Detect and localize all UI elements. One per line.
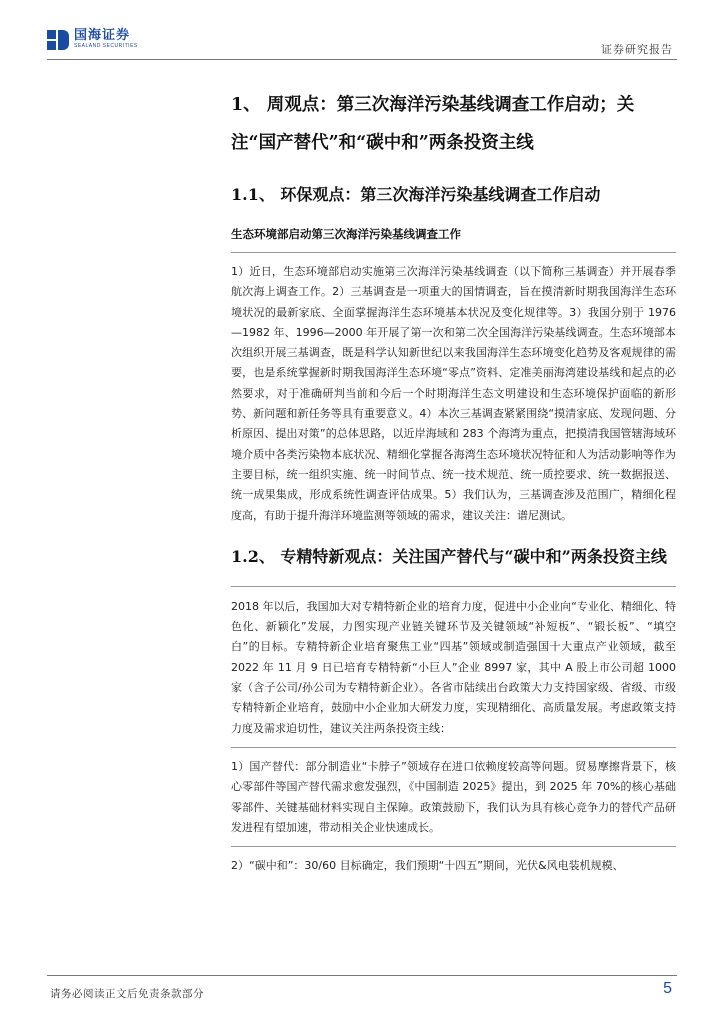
main-content: [231, 80, 676, 876]
company-logo: [47, 29, 138, 50]
subheading-divider: [231, 252, 676, 253]
logo-mark-icon: [47, 30, 69, 50]
paragraph-divider: [231, 846, 676, 847]
logo-name-cn: 国海证券: [74, 28, 131, 43]
report-type-label: 证券研究报告: [601, 43, 673, 56]
page-header: [0, 0, 724, 62]
section-heading-1-1: 1.1、 环保观点：第三次海洋污染基线调查工作启动: [231, 185, 601, 204]
footer-divider: [47, 975, 677, 976]
subheading-1-1: 生态环境部启动第三次海洋污染基线调查工作: [231, 227, 461, 241]
page-number: 5: [663, 980, 672, 997]
paragraph-1-1: 1）近日，生态环境部启动实施第三次海洋污染基线调查（以下简称三基调查）并开展春季航次海上调查工作。2）三基调查是一项重大的国情调查，旨在摸清新时期我国海洋生态环境状况的最新家底、全面掌握海洋生态环境基本状况及变化规律等。3）我国分别于 1976—1982 年、1996—2000 年开展了第一次和第二次全国海洋污染基线调查。生态环境部本次组织开展三基调查，既是科学认知新世纪以来我国海洋生态环境变化趋势及客观规律的需要，也是系统掌握新时期我国海洋生态环境“零点”资料、定准美丽海湾建设基线和起点的必然要求，对于准确研判当前和今后一个时期海洋生态文明建设和生态环境保护面临的新形势、新问题和新任务等具有重要意义。4）本次三基调查紧紧围绕“摸清家底、发现问题、分析原因、提出对策”的总体思路，以近岸海域和 283 个海湾为重点，把摸清我国管辖海域环境介质中各类污染物本底状况、精细化掌握各海湾生态环境状况特征和人为活动影响等作为主要目标，统一组织实施、统一时间节点、统一技术规范、统一质控要求、统一数据报送、统一成果集成，形成系统性调查评估成果。5）我们认为，三基调查涉及范围广，精细化程度高，有助于提升海洋环境监测等领域的需求，建议关注：谱尼测试。: [231, 265, 676, 522]
paragraph-1-2-item-1: 1）国产替代：部分制造业“卡脖子”领域存在进口依赖度较高等问题。贸易摩擦背景下，核心零部件等国产替代需求愈发强烈，《中国制造 2025》提出，到 2025 年 70%的核心基础零部件、关键基础材料实现自主保障。政策鼓励下，我们认为具有核心竞争力的替代产品研发进程有望加速，带动相关企业快速成长。: [231, 759, 676, 834]
section-heading-1: 1、 周观点：第三次海洋污染基线调查工作启动；关注“国产替代”和“碳中和”两条投资主线: [231, 95, 635, 153]
paragraph-divider: [231, 747, 676, 748]
logo-name-en: SEALAND SECURITIES: [74, 43, 138, 49]
paragraph-1-2: 2018 年以后，我国加大对专精特新企业的培育力度，促进中小企业向“专业化、精细化、特色化、新颖化”发展，力图实现产业链关键环节及关键领域“补短板”、“锻长板”、“填空白”的目标。专精特新企业培育聚焦工业“四基”领域或制造强国十大重点产业领域，截至 2022 年 11 月 9 日已培育专精特新“小巨人”企业 8997 家，其中 A 股上市公司超 1000 家（含子公司/孙公司为专精特新企业）。各省市陆续出台政策大力支持国家级、省级、市级专精特新企业培育，鼓励中小企业加大研发力度，实现精细化、高质量发展。考虑政策支持力度及需求迫切性，建议关注两条投资主线：: [231, 599, 676, 735]
paragraph-1-2-item-2: 2）“碳中和”：30/60 目标确定，我们预期“十四五”期间，光伏&风电装机规模、: [231, 859, 624, 873]
footer-disclaimer: 请务必阅读正文后免责条款部分: [50, 988, 204, 1000]
section-heading-1-2: 1.2、 专精特新观点：关注国产替代与“碳中和”两条投资主线: [231, 546, 667, 566]
header-divider: [47, 59, 677, 60]
section-divider: [231, 586, 676, 587]
